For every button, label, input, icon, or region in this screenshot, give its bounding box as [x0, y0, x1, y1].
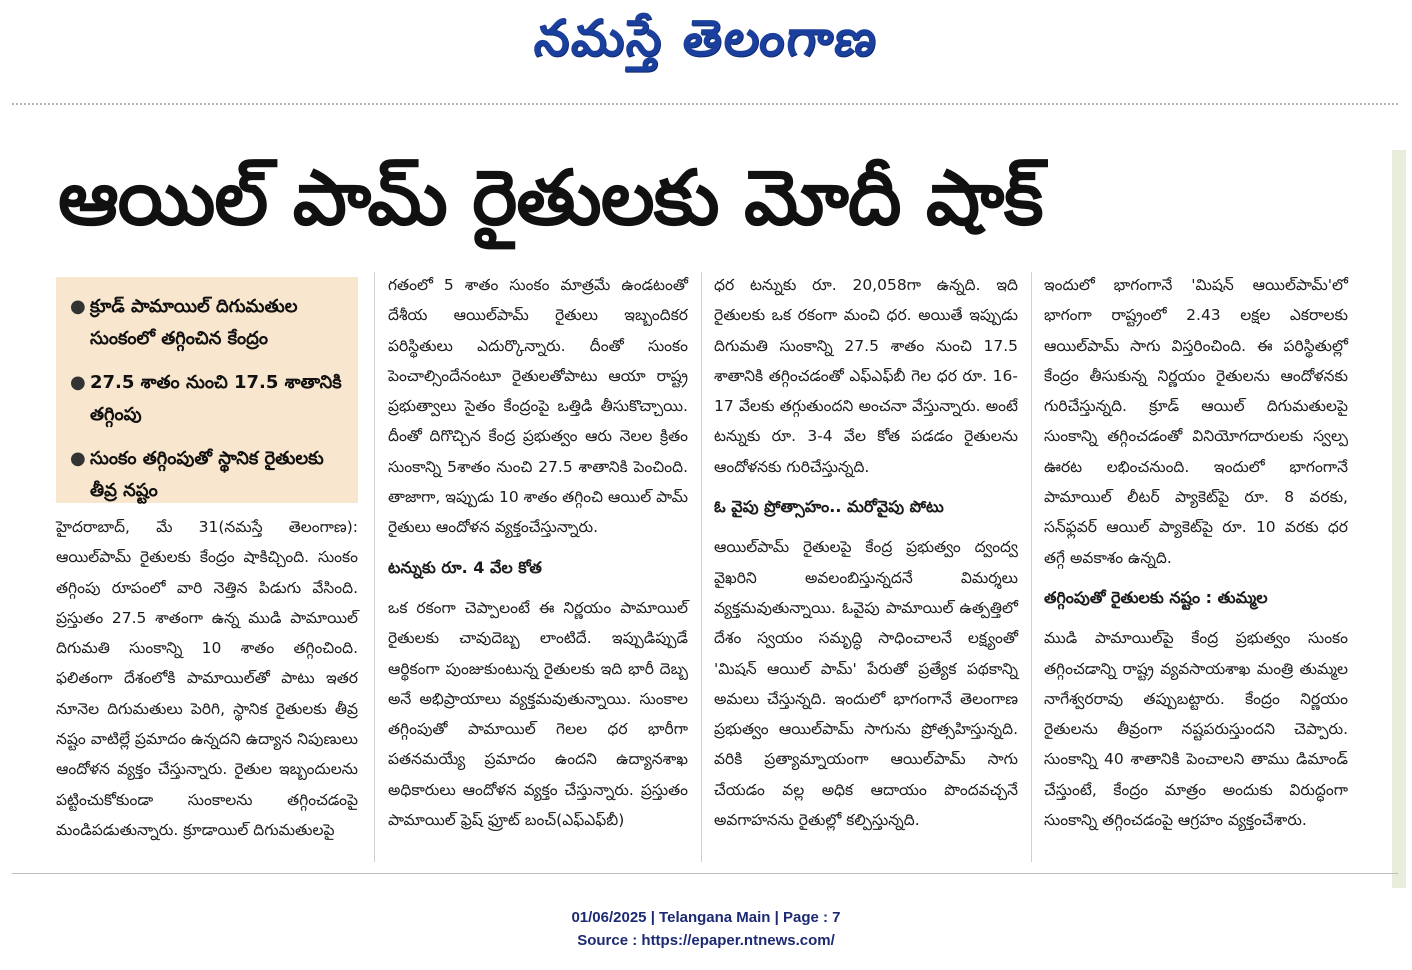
- highlight-item: [70, 367, 350, 431]
- footer-source: Source : https://epaper.ntnews.com/: [577, 932, 835, 949]
- column-divider: [701, 272, 702, 862]
- column-divider: [1031, 272, 1032, 862]
- masthead-logo: [0, 6, 1412, 82]
- column-paragraph: ఇందులో భాగంగానే 'మిషన్ ఆయిల్‌పామ్'లో భాగంగా రాష్ట్రంలో 2.43 లక్షల ఎకరాలకు ఆయిల్‌పామ్ సాగు విస్తరించింది. ఈ పరిస్థితుల్లో కేంద్రం తీసుకున్న నిర్ణయం రైతులను ఆందోళనకు గురిచేస్తున్నది. క్రూడ్ ఆయిల్ దిగుమతులపై సుంకాన్ని తగ్గించడంతో వినియోగదారులకు స్వల్ప ఊరట లభించనుంది. ఇందులో భాగంగానే పామాయిల్ లీటర్ ప్యాకెట్‌పై రూ. 8 వరకు, సన్‌ఫ్లవర్ ఆయిల్ ప్యాకెట్‌పై రూ. 10 వరకు ధర తగ్గే అవకాశం ఉన్నది.: [1044, 276, 1348, 567]
- column-paragraph: ఆయిల్‌పామ్ రైతులపై కేంద్ర ప్రభుత్వం ద్వంద్వ వైఖరిని అవలంబిస్తున్నదనే విమర్శలు వ్యక్తమవుతున్నాయి. ఓవైపు పామాయిల్ ఉత్పత్తిలో దేశం స్వయం సమృద్ధి సాధించాలనే లక్ష్యంతో 'మిషన్ ఆయిల్ పామ్' పేరుతో ప్రత్యేక పథకాన్ని అమలు చేస్తున్నది. ఇందులో భాగంగానే తెలంగాణ ప్రభుత్వం ఆయిల్‌పామ్ సాగును ప్రోత్సహిస్తున్నది. వరికి ప్రత్యామ్నాయంగా ఆయిల్‌పామ్ సాగు చేయడం వల్ల అధిక ఆదాయం పొందవచ్చనే అవగాహనను రైతుల్లో కల్పిస్తున్నది.: [714, 538, 1018, 830]
- bullet-icon: ●: [70, 296, 86, 317]
- highlight-item: [70, 443, 350, 507]
- footer-edition-info: 01/06/2025 | Telangana Main | Page : 7: [571, 909, 841, 926]
- highlight-text: సుంకం తగ్గింపుతో స్థానిక రైతులకు తీవ్ర నష్టం: [90, 448, 324, 501]
- column-divider: [374, 272, 375, 862]
- bullet-icon: ●: [70, 372, 86, 393]
- subheading: టన్నుకు రూ. 4 వేల కోత: [388, 557, 542, 577]
- article-column-3: [714, 270, 1018, 835]
- highlights-box: [56, 277, 358, 503]
- highlight-item: [70, 291, 350, 355]
- article-column-1: [56, 512, 358, 845]
- article-column-2: [388, 270, 688, 835]
- subheading: తగ్గింపుతో రైతులకు నష్టం : తుమ్మల: [1044, 587, 1268, 607]
- side-strip: [1392, 150, 1406, 888]
- column-paragraph: గతంలో 5 శాతం సుంకం మాత్రమే ఉండటంతో దేశీయ ఆయిల్‌పామ్ రైతులు ఇబ్బందికర పరిస్థితులు ఎదుర్కొన్నారు. దీంతో సుంకం పెంచాల్సిందేనంటూ రైతులతోపాటు ఆయా రాష్ట్ర ప్రభుత్వాలు సైతం కేంద్రంపై ఒత్తిడి తీసుకొచ్చాయి. దీంతో దిగొచ్చిన కేంద్ర ప్రభుత్వం ఆరు నెలల క్రితం సుంకాన్ని 5శాతం నుంచి 27.5 శాతానికి పెంచింది. తాజాగా, ఇప్పుడు 10 శాతం తగ్గించి ఆయిల్ పామ్ రైతులు ఆందోళన వ్యక్తంచేస్తున్నారు.: [388, 276, 688, 537]
- bottom-divider: [12, 873, 1398, 874]
- subheading: ఓ వైపు ప్రోత్సాహం.. మరోవైపు పోటు: [714, 497, 944, 517]
- top-divider: [12, 103, 1398, 105]
- highlight-text: క్రూడ్ పామాయిల్ దిగుమతుల సుంకంలో తగ్గించిన కేంద్రం: [90, 296, 298, 349]
- highlight-text: 27.5 శాతం నుంచి 17.5 శాతానికి తగ్గింపు: [90, 372, 342, 425]
- column-paragraph: హైదరాబాద్, మే 31(నమస్తే తెలంగాణ): ఆయిల్‌పామ్ రైతులకు కేంద్రం షాకిచ్చింది. సుంకం తగ్గింపు రూపంలో వారి నెత్తిన పిడుగు వేసింది. ప్రస్తుతం 27.5 శాతంగా ఉన్న ముడి పామాయిల్ దిగుమతి సుంకాన్ని 10 శాతం తగ్గించింది. ఫలితంగా దేశంలోకి పామాయిల్‌తో పాటు ఇతర నూనెల దిగుమతులు పెరిగి, స్థానిక రైతులకు తీవ్ర నష్టం వాటిల్లే ప్రమాదం ఉన్నదని ఉద్యాన నిపుణులు ఆందోళన వ్యక్తం చేస్తున్నారు. రైతుల ఇబ్బందులను పట్టించుకోకుండా సుంకాలను తగ్గించడంపై మండిపడుతున్నారు. క్రూడాయిల్ దిగుమతులపై: [56, 518, 358, 839]
- masthead-title: నమస్తే తెలంగాణ: [531, 8, 882, 67]
- column-paragraph: ముడి పామాయిల్‌పై కేంద్ర ప్రభుత్వం సుంకం తగ్గించడాన్ని రాష్ట్ర వ్యవసాయశాఖ మంత్రి తుమ్మల నాగేశ్వరరావు తప్పుబట్టారు. కేంద్రం నిర్ణయం రైతులను తీవ్రంగా నష్టపరుస్తుందని చెప్పారు. సుంకాన్ని 40 శాతానికి పెంచాలని తాము డిమాండ్ చేస్తుంటే, కేంద్రం మాత్రం అందుకు విరుద్ధంగా సుంకాన్ని తగ్గించడంపై ఆగ్రహం వ్యక్తంచేశారు.: [1044, 629, 1348, 830]
- column-paragraph: ఒక రకంగా చెప్పాలంటే ఈ నిర్ణయం పామాయిల్ రైతులకు చావుదెబ్బ లాంటిదే. ఇప్పుడిప్పుడే ఆర్థికంగా పుంజుకుంటున్న రైతులకు ఇది భారీ దెబ్బ అనే అభిప్రాయాలు వ్యక్తమవుతున్నాయి. సుంకాల తగ్గింపుతో పామాయిల్ గెలల ధర భారీగా పతనమయ్యే ప్రమాదం ఉందని ఉద్యానశాఖ అధికారులు ఆందోళన వ్యక్తం చేస్తున్నారు. ప్రస్తుతం పామాయిల్ ఫ్రెష్ ఫ్రూట్ బంచ్(ఎఫ్ఎఫ్‌బీ): [388, 598, 688, 830]
- article-column-4: [1044, 270, 1348, 835]
- column-paragraph: ధర టన్నుకు రూ. 20,058గా ఉన్నది. ఇది రైతులకు ఒక రకంగా మంచి ధర. అయితే ఇప్పుడు దిగుమతి సుంకాన్ని 27.5 శాతం నుంచి 17.5 శాతానికి తగ్గించడంతో ఎఫ్ఎఫ్‌బీ గెల ధర రూ. 16-17 వేలకు తగ్గుతుందని అంచనా వేస్తున్నారు. అంటే టన్నుకు రూ. 3-4 వేల కోత పడడం రైతులను ఆందోళనకు గురిచేస్తున్నది.: [714, 276, 1018, 476]
- headline: ఆయిల్ పామ్ రైతులకు మోదీ షాక్: [58, 153, 1043, 242]
- bullet-icon: ●: [70, 448, 86, 469]
